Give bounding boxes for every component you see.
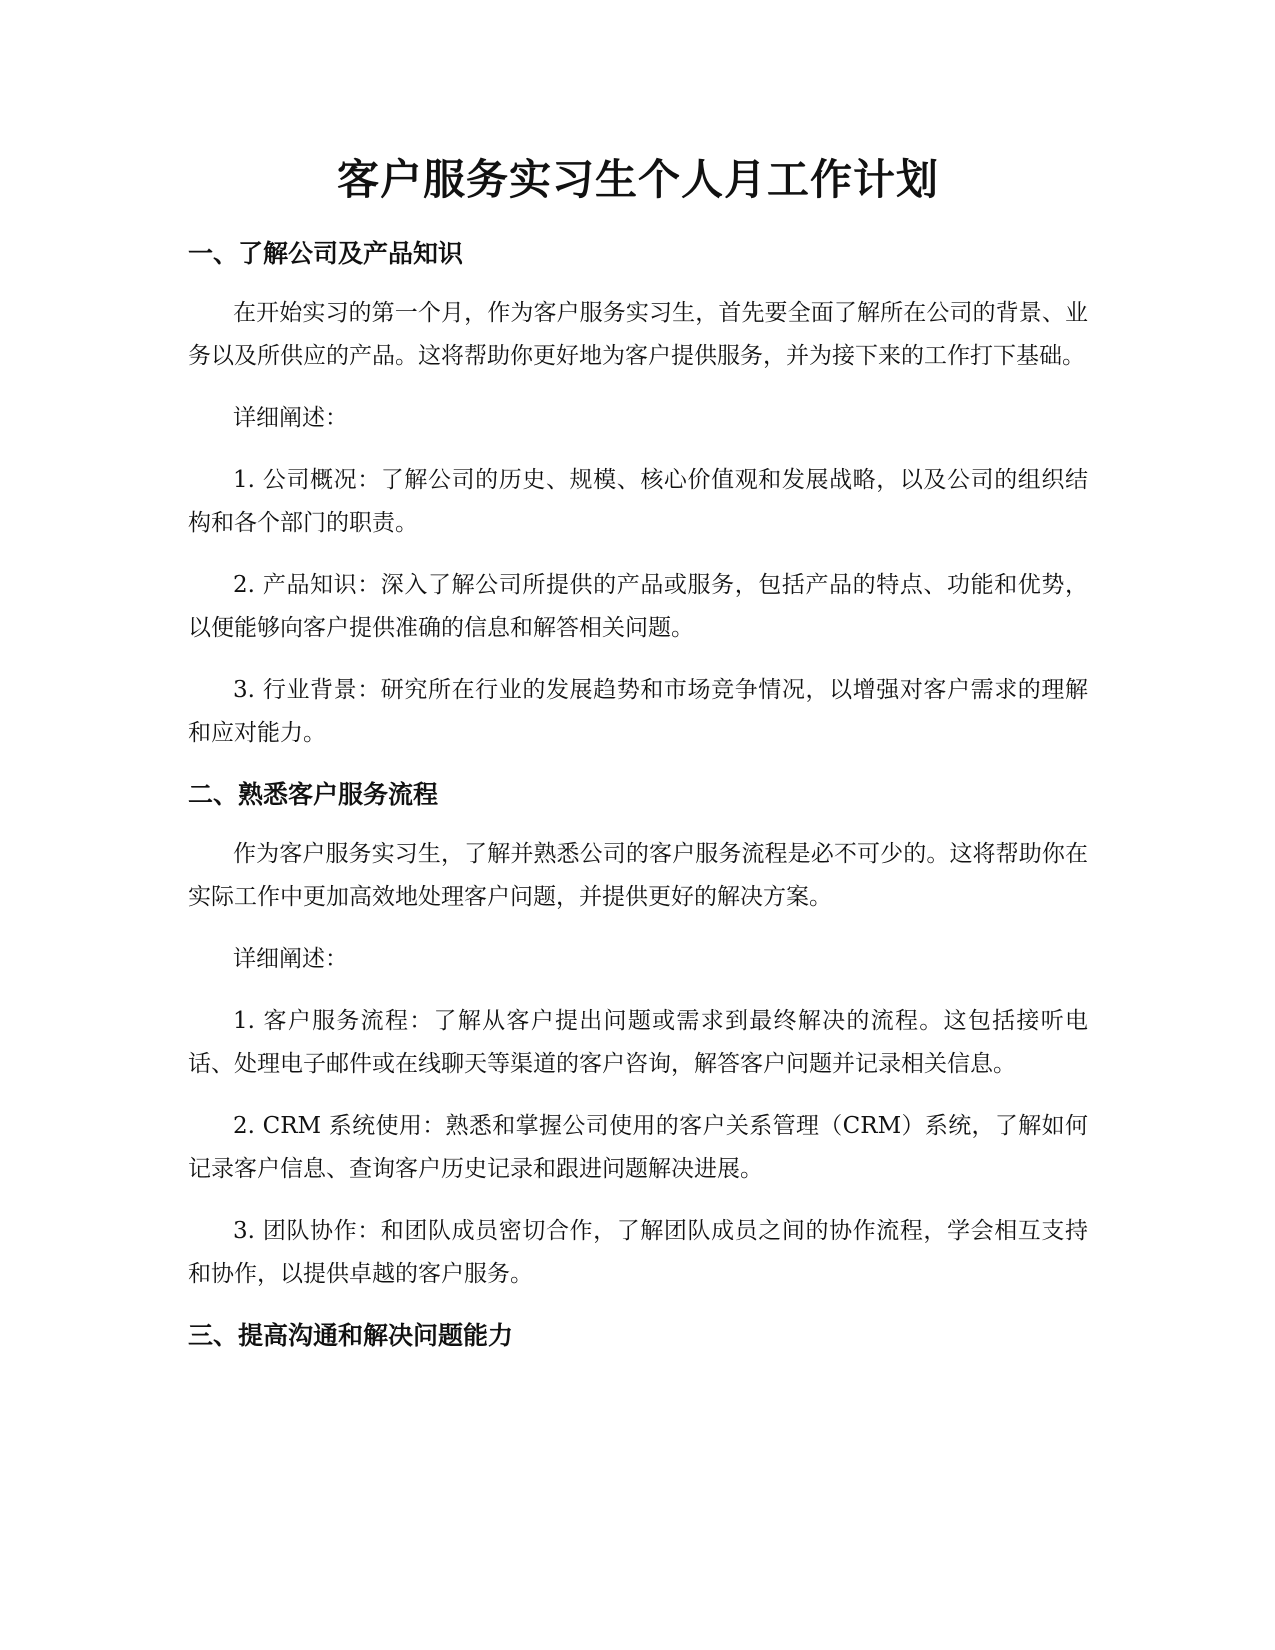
section-2-item-2: 2. CRM 系统使用：熟悉和掌握公司使用的客户关系管理（CRM）系统，了解如何记录客户信息、查询客户历史记录和跟进问题解决进展。: [188, 1113, 1088, 1182]
section-heading-2: 二、熟悉客户服务流程: [188, 780, 439, 809]
document-title: 客户服务实习生个人月工作计划: [336, 155, 939, 204]
section-1-intro-paragraph: 在开始实习的第一个月，作为客户服务实习生，首先要全面了解所在公司的背景、业务以及所供应的产品。这将帮助你更好地为客户提供服务，并为接下来的工作打下基础。: [188, 300, 1088, 369]
section-1-item-2: 2. 产品知识：深入了解公司所提供的产品或服务，包括产品的特点、功能和优势，以便能够向客户提供准确的信息和解答相关问题。: [188, 572, 1088, 641]
section-1-detail-label: 详细阐述：: [233, 405, 348, 431]
section-1-item-1: 1. 公司概况：了解公司的历史、规模、核心价值观和发展战略，以及公司的组织结构和各个部门的职责。: [188, 467, 1088, 536]
section-2-intro-paragraph: 作为客户服务实习生，了解并熟悉公司的客户服务流程是必不可少的。这将帮助你在实际工作中更加高效地处理客户问题，并提供更好的解决方案。: [188, 841, 1088, 910]
section-2-item-1: 1. 客户服务流程：了解从客户提出问题或需求到最终解决的流程。这包括接听电话、处理电子邮件或在线聊天等渠道的客户咨询，解答客户问题并记录相关信息。: [188, 1008, 1088, 1077]
section-2-item-3: 3. 团队协作：和团队成员密切合作，了解团队成员之间的协作流程，学会相互支持和协作，以提供卓越的客户服务。: [188, 1218, 1088, 1287]
section-heading-3: 三、提高沟通和解决问题能力: [188, 1321, 514, 1350]
section-heading-1: 一、了解公司及产品知识: [188, 239, 464, 268]
document-page: [188, 148, 1088, 1354]
section-1-item-3: 3. 行业背景：研究所在行业的发展趋势和市场竞争情况，以增强对客户需求的理解和应对能力。: [188, 677, 1088, 746]
section-2-detail-label: 详细阐述：: [233, 946, 348, 972]
